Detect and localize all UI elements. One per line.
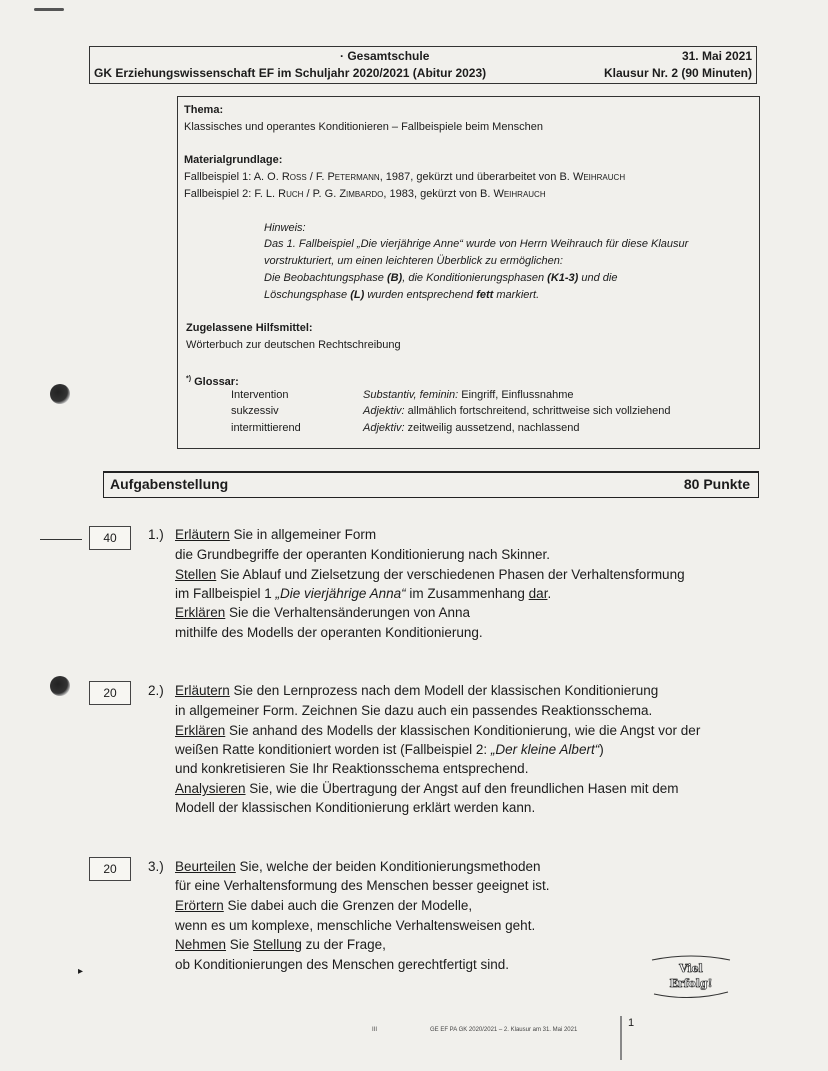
- task-3-line: Erörtern Sie dabei auch die Grenzen der Modelle,: [175, 898, 473, 913]
- tasks-header: [103, 471, 759, 498]
- exam-date: 31. Mai 2021: [681, 49, 752, 63]
- footer-mark: III: [372, 1027, 378, 1033]
- glossar-label: *) Glossar:: [186, 375, 239, 388]
- hilfsmittel-text: Wörterbuch zur deutschen Rechtschreibung: [186, 339, 401, 351]
- margin-line: [40, 539, 82, 540]
- task-3-number: 3.): [148, 859, 164, 874]
- glossar-term: sukzessiv: [231, 405, 279, 417]
- exam-number: Klausur Nr. 2 (90 Minuten): [603, 66, 752, 80]
- punch-hole: [50, 676, 70, 696]
- glossar-definition: Adjektiv: zeitweilig aussetzend, nachlassend: [363, 422, 580, 434]
- task-1-line: im Fallbeispiel 1 „Die vierjährige Anna“ im Zusammenhang dar.: [175, 586, 552, 601]
- thema-text: Klassisches und operantes Konditionieren – Fallbeispiele beim Menschen: [184, 121, 543, 133]
- task-1-line: Erläutern Sie in allgemeiner Form: [175, 527, 377, 542]
- thema-label: Thema:: [184, 104, 224, 116]
- task-2-line: Analysieren Sie, wie die Übertragung der Angst auf den freundlichen Hasen mit dem: [175, 781, 679, 796]
- task-1-line: mithilfe des Modells der operanten Konditionierung.: [175, 625, 483, 640]
- hinweis-line-2: vorstrukturiert, um einen leichteren Überblick zu ermöglichen:: [264, 255, 563, 267]
- task-2-line: in allgemeiner Form. Zeichnen Sie dazu auch ein passendes Reaktionsschema.: [175, 703, 653, 718]
- scan-mark: [34, 8, 64, 11]
- page-number: 1: [628, 1017, 635, 1029]
- task-2-line: Modell der klassischen Konditionierung erklärt werden kann.: [175, 800, 536, 815]
- glossar-term: intermittierend: [231, 422, 301, 434]
- glossar-term: Intervention: [231, 389, 289, 401]
- tasks-total-points: 80 Punkte: [683, 476, 750, 492]
- course-title: GK Erziehungswissenschaft EF im Schuljahr 2020/2021 (Abitur 2023): [94, 66, 487, 80]
- tasks-label: Aufgabenstellung: [110, 476, 229, 492]
- glossar-definition: Substantiv, feminin: Eingriff, Einflussnahme: [363, 389, 574, 401]
- footer-text: GE EF PA GK 2020/2021 – 2. Klausur am 31. Mai 2021: [430, 1027, 578, 1033]
- good-luck-stamp: [648, 954, 734, 998]
- task-2-number: 2.): [148, 683, 164, 698]
- task-1-number: 1.): [148, 527, 164, 542]
- hinweis-line-3: Die Beobachtungsphase (B), die Konditionierungsphasen (K1-3) und die: [264, 272, 618, 284]
- hinweis-line-4: Löschungsphase (L) wurden entsprechend fett markiert.: [264, 289, 540, 301]
- task-2-points: 20: [89, 681, 131, 705]
- stamp-line-2: Erfolg!: [669, 977, 713, 990]
- task-2-line: und konkretisieren Sie Ihr Reaktionsschema entsprechend.: [175, 761, 529, 776]
- page-divider: [620, 1016, 622, 1060]
- stamp-frame: [648, 954, 734, 998]
- material-label: Materialgrundlage:: [184, 154, 283, 166]
- margin-arrow: ▸: [78, 966, 84, 977]
- fallbeispiel-2: Fallbeispiel 2: F. L. Ruch / P. G. Zimbardo, 1983, gekürzt von B. Weihrauch: [184, 188, 546, 200]
- stamp-line-1: Viel: [679, 962, 703, 975]
- task-3-line: für eine Verhaltensformung des Menschen besser geeignet ist.: [175, 878, 550, 893]
- task-3-line: Nehmen Sie Stellung zu der Frage,: [175, 937, 386, 952]
- punch-hole: [50, 384, 70, 404]
- task-3-line: Beurteilen Sie, welche der beiden Konditionierungsmethoden: [175, 859, 541, 874]
- task-2-line: Erläutern Sie den Lernprozess nach dem Modell der klassischen Konditionierung: [175, 683, 659, 698]
- task-2-line: weißen Ratte konditioniert worden ist (Fallbeispiel 2: „Der kleine Albert“): [175, 742, 604, 757]
- task-3-points: 20: [89, 857, 131, 881]
- info-box: [177, 96, 760, 449]
- exam-header: [89, 46, 757, 84]
- task-2-line: Erklären Sie anhand des Modells der klassischen Konditionierung, wie die Angst vor der: [175, 723, 701, 738]
- hinweis-line-1: Das 1. Fallbeispiel „Die vierjährige Anne“ wurde von Herrn Weihrauch für diese Klausur: [264, 238, 689, 250]
- glossar-definition: Adjektiv: allmählich fortschreitend, schrittweise sich vollziehend: [363, 405, 671, 417]
- hinweis-label: Hinweis:: [264, 222, 306, 234]
- task-1-points: 40: [89, 526, 131, 550]
- task-1-line: Erklären Sie die Verhaltensänderungen von Anna: [175, 605, 470, 620]
- hilfsmittel-label: Zugelassene Hilfsmittel:: [186, 322, 313, 334]
- task-1-line: die Grundbegriffe der operanten Konditionierung nach Skinner.: [175, 547, 551, 562]
- task-3-line: wenn es um komplexe, menschliche Verhaltensweisen geht.: [175, 918, 536, 933]
- task-1-line: Stellen Sie Ablauf und Zielsetzung der verschiedenen Phasen der Verhaltensformung: [175, 567, 685, 582]
- task-3-line: ob Konditionierungen des Menschen gerechtfertigt sind.: [175, 957, 509, 972]
- fallbeispiel-1: Fallbeispiel 1: A. O. Ross / F. Petermann, 1987, gekürzt und überarbeitet von B. Weihrauch: [184, 171, 626, 183]
- school-name: · Gesamtschule: [340, 49, 430, 63]
